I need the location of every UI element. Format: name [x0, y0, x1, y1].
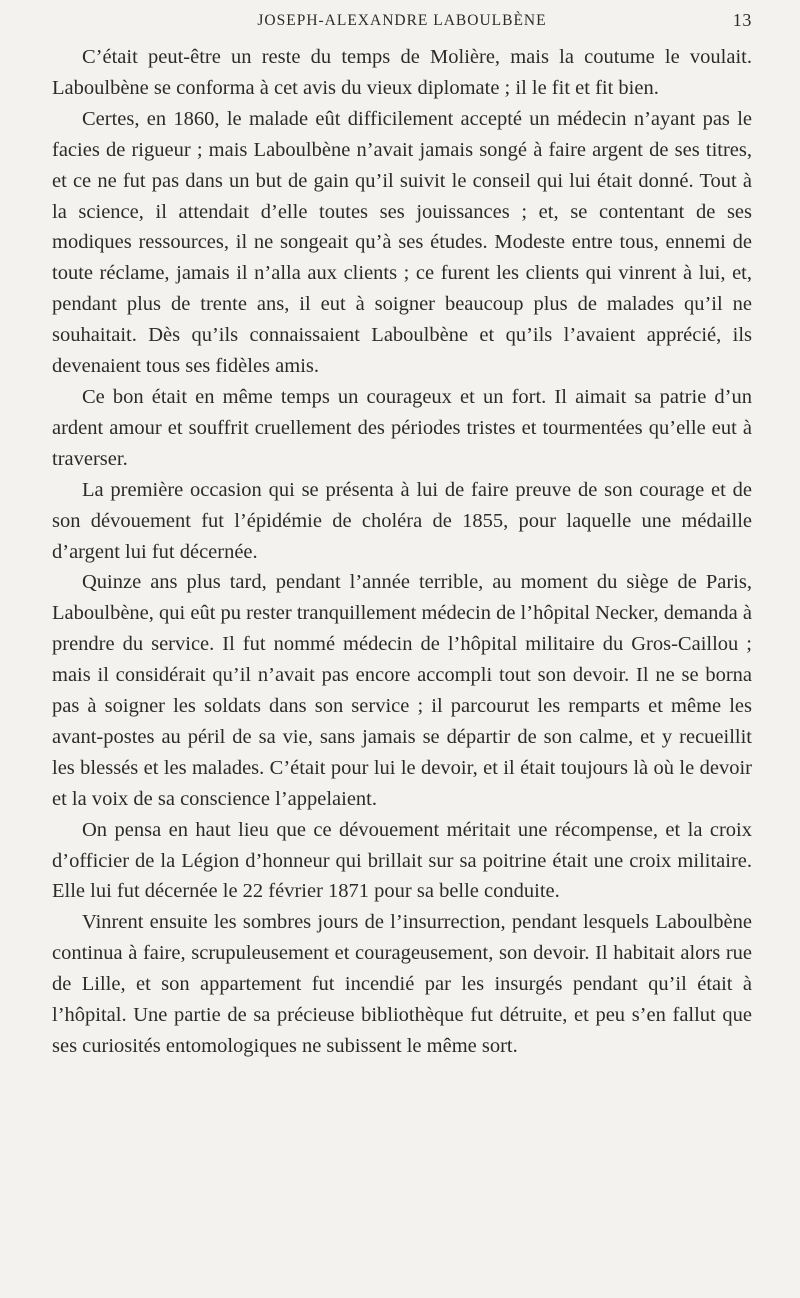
paragraph-6: On pensa en haut lieu que ce dévouement méritait une récompense, et la croix d’officier de la Légion d’honneur qui brillait sur sa poitrine était une croix militaire. Elle lui fut décernée le 22 février 1871 pour sa belle conduite. [52, 818, 752, 903]
body-text [52, 42, 752, 1062]
paragraph-1: C’était peut-être un reste du temps de Molière, mais la coutume le voulait. Laboulbène se conforma à cet avis du vieux diplomate ; il le fit et fit bien. [52, 46, 752, 99]
page-header [52, 6, 752, 36]
page-number: 13 [732, 10, 752, 30]
paragraph-7: Vinrent ensuite les sombres jours de l’insurrection, pendant lesquels Laboulbène continua à faire, scrupuleusement et courageusement, son devoir. Il habitait alors rue de Lille, et son appartement fut incendié par les insurgés pendant qu’il était à l’hôpital. Une partie de sa précieuse bibliothèque fut détruite, et peu s’en fallut que ses curiosités entomologiques ne subissent le même sort. [52, 911, 752, 1057]
paragraph-5: Quinze ans plus tard, pendant l’année terrible, au moment du siège de Paris, Laboulbène, qui eût pu rester tranquillement médecin de l’hôpital Necker, demanda à prendre du service. Il fut nommé médecin de l’hôpital militaire du Gros-Caillou ; mais il considérait qu’il n’avait pas encore accompli tout son devoir. Il ne se borna pas à soigner les soldats dans son service ; il parcourut les remparts et même les avant-postes au péril de sa vie, sans jamais se départir de son calme, et y recueillit les blessés et les malades. C’était pour lui le devoir, et il était toujours là où le devoir et la voix de sa conscience l’appelaient. [52, 571, 752, 810]
paragraph-2: Certes, en 1860, le malade eût difficilement accepté un médecin n’ayant pas le facies de rigueur ; mais Laboulbène n’avait jamais songé à faire argent de ses titres, et ce ne fut pas dans un but de gain qu’il suivit le conseil qui lui était donné. Tout à la science, il attendait d’elle toutes ses jouissances ; et, se contentant de ses modiques ressources, il ne songeait qu’à ses études. Modeste entre tous, ennemi de toute réclame, jamais il n’alla aux clients ; ce furent les clients qui vinrent à lui, et, pendant plus de trente ans, il eut à soigner beaucoup plus de malades qu’il ne souhaitait. Dès qu’ils connaissaient Laboulbène et qu’ils l’avaient apprécié, ils devenaient tous ses fidèles amis. [52, 107, 752, 378]
running-head: JOSEPH-ALEXANDRE LABOULBÈNE [257, 12, 547, 29]
paragraph-4: La première occasion qui se présenta à lui de faire preuve de son courage et de son dévouement fut l’épidémie de choléra de 1855, pour laquelle une médaille d’argent lui fut décernée. [52, 478, 752, 563]
paragraph-3: Ce bon était en même temps un courageux et un fort. Il aimait sa patrie d’un ardent amour et souffrit cruellement des périodes tristes et tourmentées qu’elle eut à traverser. [52, 385, 752, 470]
